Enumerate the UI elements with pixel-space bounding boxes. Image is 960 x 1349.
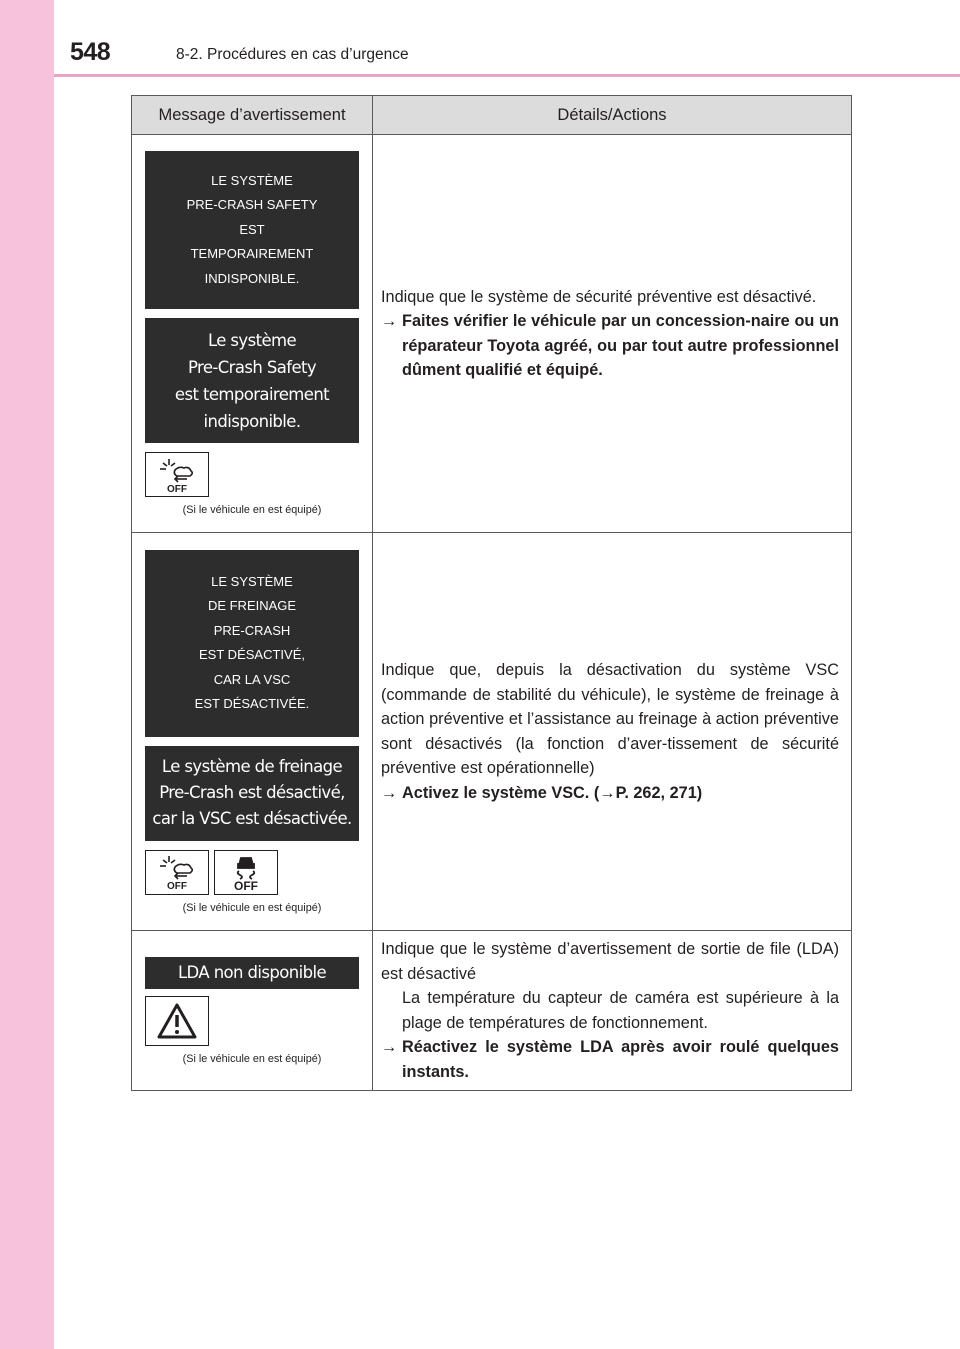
side-color-band: [0, 0, 54, 1349]
display-line: est temporairement: [174, 384, 330, 404]
display-line: Le système de freinage: [161, 757, 343, 776]
icon-label: OFF: [234, 879, 258, 891]
action-item: [381, 781, 839, 806]
warning-triangle-icon: [145, 996, 209, 1046]
description-text: Indique que, depuis la désactivation du système VSC (commande de stabilité du véhicule), le système de freinage à action préventive et l’assistance au freinage à action préventive sont désactivés (la fonction d’aver-tissement de sécurité préventive est opérationnelle): [381, 661, 839, 777]
display-line: CAR LA VSC: [213, 671, 291, 687]
column-header-message: Message d’avertissement: [132, 96, 373, 135]
display-message-graphic: [145, 746, 359, 841]
equipment-note: (Si le véhicule en est équipé): [182, 1052, 322, 1065]
display-line: PRE-CRASH SAFETY: [186, 197, 318, 213]
page-reference: P. 262, 271): [615, 783, 703, 802]
display-line: LE SYSTÈME: [211, 172, 293, 188]
message-cell: [132, 931, 373, 1091]
description-text: Indique que le système d’avertissement de sortie de file (LDA) est désactivé: [381, 940, 839, 983]
display-line: EST DÉSACTIVÉE.: [194, 696, 310, 711]
arrow-icon: →: [381, 312, 398, 330]
page-number: 548: [70, 38, 111, 66]
action-item: [381, 1035, 839, 1084]
display-line: EST: [239, 221, 265, 237]
equipment-note: (Si le véhicule en est équipé): [182, 504, 322, 516]
header-rule: [54, 74, 960, 77]
display-line: indisponible.: [203, 411, 301, 431]
display-line: Le système: [207, 330, 297, 350]
icon-label: OFF: [167, 483, 187, 494]
section-title: 8-2. Procédures en cas d’urgence: [176, 46, 409, 63]
display-line: TEMPORAIREMENT: [190, 246, 314, 262]
display-line: Pre-Crash est désactivé,: [159, 783, 345, 802]
message-cell: [132, 135, 373, 533]
display-line: car la VSC est désactivée.: [152, 809, 352, 828]
display-line: INDISPONIBLE.: [204, 270, 300, 286]
action-text: Réactivez le système LDA après avoir roulé quelques instants.: [402, 1038, 839, 1081]
display-message-graphic: [145, 957, 359, 989]
pcs-off-icon: [145, 452, 209, 497]
message-cell: [132, 533, 373, 931]
table-header-row: [132, 96, 852, 135]
equipment-note: (Si le véhicule en est équipé): [182, 901, 322, 914]
indicator-icons: [145, 850, 359, 895]
detail-text: La température du capteur de caméra est supérieure à la plage de températures de fonctionnement.: [402, 989, 839, 1032]
display-line: PRE-CRASH: [213, 622, 291, 638]
action-prefix: Activez le système VSC. (: [402, 783, 600, 802]
display-line: LE SYSTÈME: [211, 573, 293, 589]
column-header-details: Détails/Actions: [373, 96, 852, 135]
pcs-off-icon: [145, 850, 209, 895]
arrow-icon: →: [381, 783, 398, 802]
table-row: [132, 135, 852, 533]
display-line: DE FREINAGE: [207, 598, 297, 613]
warning-messages-table: [131, 95, 852, 1091]
vsc-off-icon: [214, 850, 278, 895]
details-cell: [373, 533, 852, 931]
icon-label: OFF: [167, 881, 187, 891]
display-line: EST DÉSACTIVÉ,: [199, 647, 305, 662]
details-cell: [373, 135, 852, 533]
action-item: [381, 309, 839, 383]
arrow-icon: →: [599, 783, 616, 802]
action-text: Faites vérifier le véhicule par un concession-naire ou un réparateur Toyota agréé, ou par tout autre professionnel dûment qualifié et équipé.: [402, 312, 839, 379]
display-message-caps: [145, 151, 359, 309]
indicator-icons: [145, 452, 359, 497]
display-line: Pre-Crash Safety: [187, 357, 317, 377]
details-cell: [373, 931, 852, 1091]
arrow-icon: →: [381, 1038, 398, 1056]
display-line: LDA non disponible: [177, 962, 327, 982]
table-row: [132, 533, 852, 931]
display-message-caps: [145, 550, 359, 737]
display-message-graphic: [145, 318, 359, 443]
action-text: [402, 781, 702, 806]
table-row: [132, 931, 852, 1091]
indicator-icons: [145, 996, 359, 1046]
description-text: Indique que le système de sécurité préventive est désactivé.: [381, 287, 817, 306]
